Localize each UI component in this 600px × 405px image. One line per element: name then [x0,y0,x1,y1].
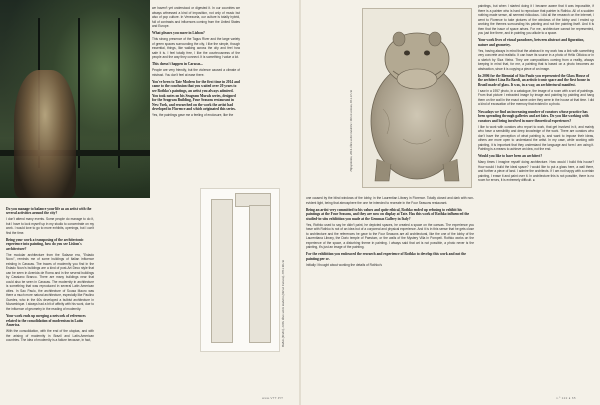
artist-window-photo [0,0,150,198]
interview-question: What pleases you more in Lisbon? [152,31,205,36]
hippo-drawing [362,8,472,188]
interview-answer: paintings, but when I started doing it I became aware that it was impossible, if there is a painter who is hard to reproduce that painter is Rothko. All of a sudden nothing made sense, all seemed ridiculous. I did all the research on the internet, I went to Florence to take pictures of the windows of the lobby and I ended up working the themes surrounding his painting and not the painting itself. And it is then that the issue of space arises. For me, architecture cannot be represented, you just live there, and in painting you allude to a space. [478,4,594,35]
interview-answer: This strong presence of the Tagus River and the large variety of green spaces surrounding the city, I like the simple, though essential, things, like walking across the city and feel how safe it is. I feel totally free, I like the courteousness of the people and the way they connect. It is something I value a lot. [152,37,240,60]
interview-answer: one caused by the blind windows of the lobby, in the Laurentian Library in Florence. Totally closed and dark with non-evident light, being that atmosphere the one he intended to recreate in the Four Seasons restaurant. [306,196,474,205]
interview-question: Do you manage to balance your life as an artist with the several activities around the city? [6,206,92,216]
interview-question: Your work lives of visual paradoxes, between abstract and figuration, nature and geometry. [478,38,585,47]
interview-answer: Yes, the paintings gave me a feeling of enclosure, like the [152,113,234,118]
window-mullion [78,18,80,168]
left-caption: Bolkio (Pedro), 2015. Óleo sobre madeira (Oil on Canvas), 170 x 96 cm [281,260,285,347]
interview-answer: I don't attend many events. Some people do manage to do it, but I have to lock myself up in my studio to concentrate on my work. I would love to go to more exhibits, openings, but I can't find the time. [6,217,94,235]
interview-question: This doesn't happen in Caracas... [152,62,204,67]
arch-pillar [249,205,271,343]
arch-pillar [211,199,233,343]
interview-answer: I saw in a 1957 photo, in a catalogue, the image of a room with a set of paintings. From that picture I extracted image by image and painting by painting and hang them on the wall in the exact same order they were in the house at that time. I did a kind of excavation of the memory that existed in a photo. [478,88,594,107]
window-mullion [118,18,120,168]
artist-silhouette [14,70,76,198]
interview-question: Being your work a transposing of the architectonic experience into painting, how do you see Lisbon's architecture? [6,237,84,251]
interview-question: Being an artist very committed to his values and quite ethical, Rothko ended up refusing to exhibit his paintings at the Four Seasons, and they are now on display at Tate. Has this work of Rothko influenced the studied-in-situ exhibition you made at the Gemmas Gallery in Italy? [306,207,470,221]
interview-question: Your work ends up merging a network of references related to the consolidation of modernism in Latin America. [6,314,86,328]
interview-answer: Initially I thought about working the details of Rothko's [306,262,382,267]
interview-answer: Many times I imagine myself doing architecture. How would I build this house? How would I build the ideal space? I would like to put a glass here, a wall there, and further a piece of land. I admire the architects. If I am not happy with a certain painting, I erase it and paint over it. In architecture this is not possible, there is no room for errors, it is extremely difficult. ● [478,160,594,183]
right-column-2 [478,4,594,400]
right-folio: n.º 122 ● 65 [556,396,576,400]
architectural-painting [200,188,280,352]
left-column-1 [6,204,94,402]
left-column-2 [152,6,240,182]
interview-question: For the exhibition you embraced the research and experience of Rothko to develop this work and not the painting per se. [306,252,467,261]
interview-question: In 2006 for the Biennial of São Paulo you represented the Glass House of the architect Lina Bo Bardi, an artistic iconic space and the first house in Brazil made of glass. It was, in a way, an architectural manifest. [478,73,590,87]
page-gutter [299,0,301,405]
interview-answer: Yes, having always in mind that the abstract in my work has a link with something very concrete and realistic. It can have its source in a photo of Hélio Oiticica or in a sketch by Siza Vieira. They are compositions coming from a reality, always keeping in mind that, for me, a painting that is based on a photo becomes an abstraction, since it is copying a piece of an image. [478,48,594,71]
right-caption: Hipopótamo, 2014. Óleo sobre madeira / Oil on canvas, 30 x 21 cm [349,90,353,172]
interview-answer: The modular architecture from the Salazar era, "Estado Novo", reminds me of some buildings of Italian influence existing in Caracas. The traces of modernity you find in the Estado Novo's buildings are a kind of post-Art Deco style that can be seen in Avenida de Roma and in the several buildings by Cassiano Branco. There are many buildings near that could also be seen in Caracas. The modernity in architecture is something that was reproduced in several Latin American cities. In Sao Paulo, the architecture of Sousa Mauro was there a much more natural architecture, especially like Paulino Guedes, who in the 60s developed a bulbist architecture in Mozambique. I always had a bit of affinity with his work, due to the influence of geometry in the reading of modernity. [6,252,94,311]
interview-question: Nowadays we find an increasing number of curators whose practice has been spreading through galleries and art fairs. Do you like working with curators and being involved in more theoretical experiences? [478,109,589,123]
interview-answer: People are very friendly, but the violence caused a climate of mistrust. You don't feel at ease there. [152,68,240,77]
interview-answer: With the consolidation, with the end of the utopias, and with the arising of modernity in Brazil and Latin-American countries. The idea of modernity is a failure because, in fact, [6,329,94,343]
interview-question: Would you like to have been an architect? [478,154,543,159]
interview-answer: we haven't yet understood or digested it. In our countries we always witnessed a kind of imposition, not only of music but also of pop culture. In Venezuela, our culture is totally hybrid, full of contrasts and influences coming from the United States and Europe. [152,6,240,28]
interview-question: You've been to Tate Modern for the first time in 2014 and came to the conclusion that you waited over 20 years to see Rothko's paintings, an artist you always admired. You took notes on his Seagram Murals series, designed for the Seagram Building, Four Seasons restaurant in New York, and researched on the work the artist had developed in Florence and which originated this series. [152,79,240,112]
interview-answer: Yes, Rothko used to say he didn't paint, he depicted spaces, he created a space on the canvas. The experience you have with Rothko is not of an idea but of a corporeal and physical experience. And it is in this sense that he gets close to architecture and the references he gave to the Four Seasons are all architectural, like the one of the lobby of the Laurentiana Library, the Doric temple of Paestum, or the walls of the Mystery Villa in Pompeii. Rothko works on the experience of the space, a disturbing theme in painting. I always said that art is not possible, a photo never is the painting, it's just an image of the painting. [306,222,474,250]
right-column-1 [306,196,474,400]
interview-answer: I like to work with curators who report to work, that get involved in it, and mainly who have a sensibility and deep knowledge of the work. There are curators who don't have the perception of what painting is, and want to impose their ideas, others are more open to understand the artist. In my case, while working with painting, it is important that they understand the language and form I am using it. Painting is a means to achieve an idea, not the end. [478,124,594,152]
left-folio: www.VTT.PIT [262,396,284,400]
